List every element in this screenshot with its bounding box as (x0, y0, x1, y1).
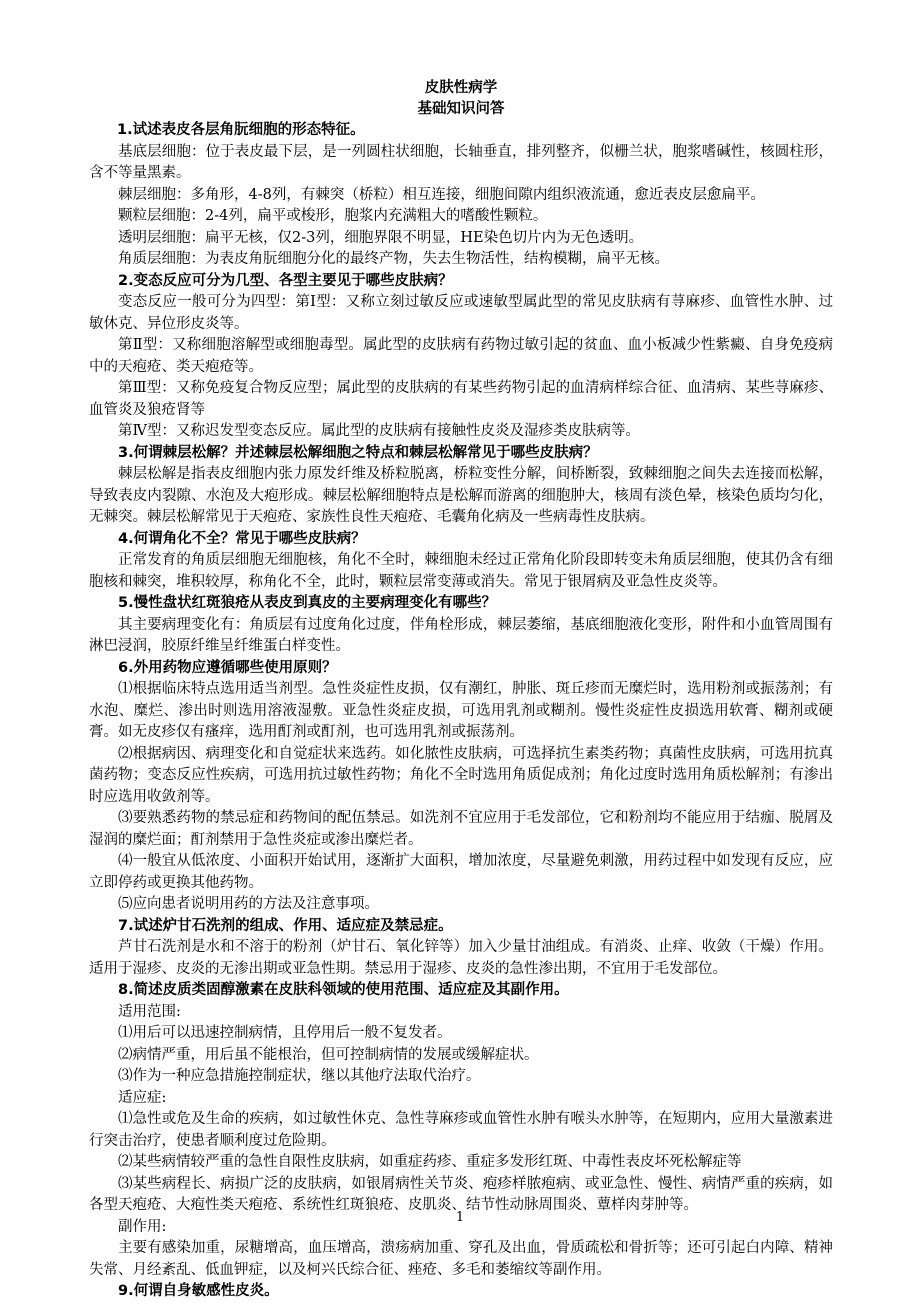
answer-paragraph: ⑵根据病因、病理变化和自觉症状来选药。如化脓性皮肤病，可选择抗生素类药物；真菌性皮肤病，可选用抗真菌药物；变态反应性疾病，可选用抗过敏性药物；角化不全时选用角质促成剂；角化过度时选用角质松解剂；有渗出时应选用收敛剂等。 (89, 745, 833, 805)
answer-paragraph: 正常发育的角质层细胞无细胞核，角化不全时，棘细胞未经过正常角化阶段即转变未角质层细胞，使其仍含有细胞核和棘突，堆积较厚，称角化不全，此时，颗粒层常变薄或消失。常见于银屑病及亚急性皮炎等。 (89, 552, 833, 590)
answer-paragraph: ⑶要熟悉药物的禁忌症和药物间的配伍禁忌。如洗剂不宜应用于毛发部位，它和粉剂均不能应用于结痂、脱屑及湿润的糜烂面；酊剂禁用于急性炎症或渗出糜烂者。 (89, 810, 833, 848)
document-title: 皮肤性病学 (424, 80, 498, 96)
question-heading: 7.试述炉甘石洗剂的组成、作用、适应症及禁忌症。 (118, 917, 453, 934)
answer-paragraph: ⑸应向患者说明用药的方法及注意事项。 (118, 896, 379, 912)
answer-paragraph: 芦甘石洗剂是水和不溶于的粉剂（炉甘石、氧化锌等）加入少量甘油组成。有消炎、止痒、收敛（干燥）作用。适用于湿疹、皮炎的无渗出期或亚急性期。禁忌用于湿疹、皮炎的急性渗出期，不宜用于毛发部位。 (89, 939, 833, 977)
answer-paragraph: 第Ⅳ型：又称迟发型变态反应。属此型的皮肤病有接触性皮炎及湿疹类皮肤病等。 (118, 423, 640, 439)
answer-paragraph: ⑴用后可以迅速控制病情，且停用后一般不复发者。 (118, 1025, 452, 1041)
answer-paragraph: ⑵病情严重，用后虽不能根治，但可控制病情的发展或缓解症状。 (118, 1046, 539, 1063)
answer-paragraph: ⑶某些病程长、病损广泛的皮肤病，如银屑病性关节炎、疱疹样脓疱病、或亚急性、慢性、病情严重的疾病，如各型天疱疮、大疱性类天疱疮、系统性红斑狼疮、皮肌炎、结节性动脉周围炎、蕈样肉芽肿等。 (89, 1175, 833, 1213)
answer-paragraph: 角质层细胞：为表皮角朊细胞分化的最终产物，失去生物活性，结构模糊，扁平无核。 (118, 251, 669, 267)
qa-section (89, 658, 833, 916)
question-heading: 9.何谓自身敏感性皮炎。 (118, 1283, 279, 1299)
question-heading: 8.简述皮质类固醇激素在皮肤科领域的使用范围、适应症及其副作用。 (118, 982, 569, 998)
answer-paragraph: 透明层细胞：扁平无核，仅2-3列，细胞界限不明显，HE染色切片内为无色透明。 (118, 229, 644, 246)
answer-paragraph: ⑴根据临床特点选用适当剂型。急性炎症性皮损，仅有潮红，肿胀、斑丘疹而无糜烂时，选用粉剂或振荡剂；有水泡、糜烂、渗出时则选用溶液湿敷。亚急性炎症皮损，可选用乳剂或糊剂。慢性炎症性皮损选用软膏、糊剂或硬膏。如无皮疹仅有瘙痒，选用酊剂或酊剂，也可选用乳剂或振荡剂。 (89, 681, 833, 740)
document-page (89, 78, 833, 1303)
qa-section (89, 593, 833, 658)
qa-section (89, 443, 833, 529)
qa-section (89, 980, 833, 1281)
page-number: 1 (455, 1210, 465, 1225)
answer-paragraph: 颗粒层细胞：2-4列，扁平或梭形，胞浆内充满粗大的嗜酸性颗粒。 (118, 208, 548, 224)
answer-paragraph: ⑵某些病情较严重的急性自限性皮肤病，如重症药疹、重症多发形红斑、中毒性表皮坏死松解症等 (118, 1154, 742, 1170)
answer-paragraph: 第Ⅱ型：又称细胞溶解型或细胞毒型。属此型的皮肤病有药物过敏引起的贫血、血小板减少性紫癜、自身免疫病中的天疱疮、类天疱疮等。 (89, 337, 833, 375)
question-heading: 2.变态反应可分为几型、各型主要见于哪些皮肤病？ (118, 272, 453, 289)
document-subtitle: 基础知识问答 (417, 101, 505, 117)
answer-paragraph: 副作用: (118, 1218, 167, 1235)
qa-section (89, 916, 833, 981)
answer-paragraph: 基底层细胞：位于表皮最下层，是一列圆柱状细胞，长轴垂直，排列整齐，似栅兰状，胞浆嗜碱性，核圆柱形，含不等量黑素。 (89, 143, 833, 181)
answer-paragraph: 主要有感染加重，尿糖增高，血压增高，溃疡病加重、穿孔及出血，骨质疏松和骨折等；还可引起白内障、精神失常、月经紊乱、低血钾症，以及柯兴氏综合征、痤疮、多毛和萎缩纹等副作用。 (89, 1240, 833, 1278)
question-heading: 3.何谓棘层松解？并述棘层松解细胞之特点和棘层松解常见于哪些皮肤病？ (118, 444, 598, 461)
question-heading: 6.外用药物应遵循哪些使用原则？ (118, 659, 337, 676)
answer-paragraph: ⑶作为一种应急措施控制症状，继以其他疗法取代治疗。 (118, 1068, 481, 1084)
qa-section (89, 271, 833, 443)
answer-paragraph: 其主要病理变化有：角质层有过度角化过度，伴角栓形成，棘层萎缩，基底细胞液化变形，附件和小血管周围有淋巴浸润，胶原纤维呈纤维蛋白样变性。 (89, 616, 833, 654)
qa-sections (89, 120, 833, 1303)
question-heading: 1.试述表皮各层角朊细胞的形态特征。 (117, 122, 365, 138)
qa-section (89, 529, 833, 594)
answer-paragraph: 适应症: (118, 1089, 167, 1106)
answer-paragraph: 棘层细胞：多角形，4-8列，有棘突（桥粒）相互连接，细胞间隙内组织液流通，愈近表皮层愈扁平。 (118, 186, 765, 203)
answer-paragraph: 变态反应一般可分为四型：第Ⅰ型：又称立刻过敏反应或速敏型属此型的常见皮肤病有荨麻疹、血管性水肿、过敏休克、异位形皮炎等。 (89, 294, 833, 332)
question-heading: 4.何谓角化不全？常见于哪些皮肤病？ (118, 530, 366, 547)
answer-paragraph: 第Ⅲ型：又称免疫复合物反应型；属此型的皮肤病的有某些药物引起的血清病样综合征、血清病、某些荨麻疹、血管炎及狼疮肾等 (89, 380, 833, 418)
qa-section (89, 120, 833, 271)
answer-paragraph: 棘层松解是指表皮细胞内张力原发纤维及桥粒脱离，桥粒变性分解，间桥断裂，致棘细胞之间失去连接而松解，导致表皮内裂隙、水泡及大疱形成。棘层松解细胞特点是松解而游离的细胞肿大，核周有淡色晕，核染色质均匀化，无棘突。棘层松解常见于天疱疮、家族性良性天疱疮、毛囊角化病及一些病毒性皮肤病。 (89, 466, 833, 525)
qa-section (89, 1281, 833, 1303)
answer-paragraph: ⑷一般宜从低浓度、小面积开始试用，逐渐扩大面积，增加浓度，尽量避免刺激，用药过程中如发现有反应，应立即停药或更换其他药物。 (89, 853, 833, 891)
answer-paragraph: 适用范围: (118, 1003, 181, 1020)
answer-paragraph: ⑴急性或危及生命的疾病，如过敏性休克、急性荨麻疹或血管性水肿有喉头水肿等，在短期内，应用大量激素进行突击治疗，使患者顺利度过危险期。 (89, 1111, 833, 1149)
question-heading: 5.慢性盘状红斑狼疮从表皮到真皮的主要病理变化有哪些？ (118, 595, 497, 611)
